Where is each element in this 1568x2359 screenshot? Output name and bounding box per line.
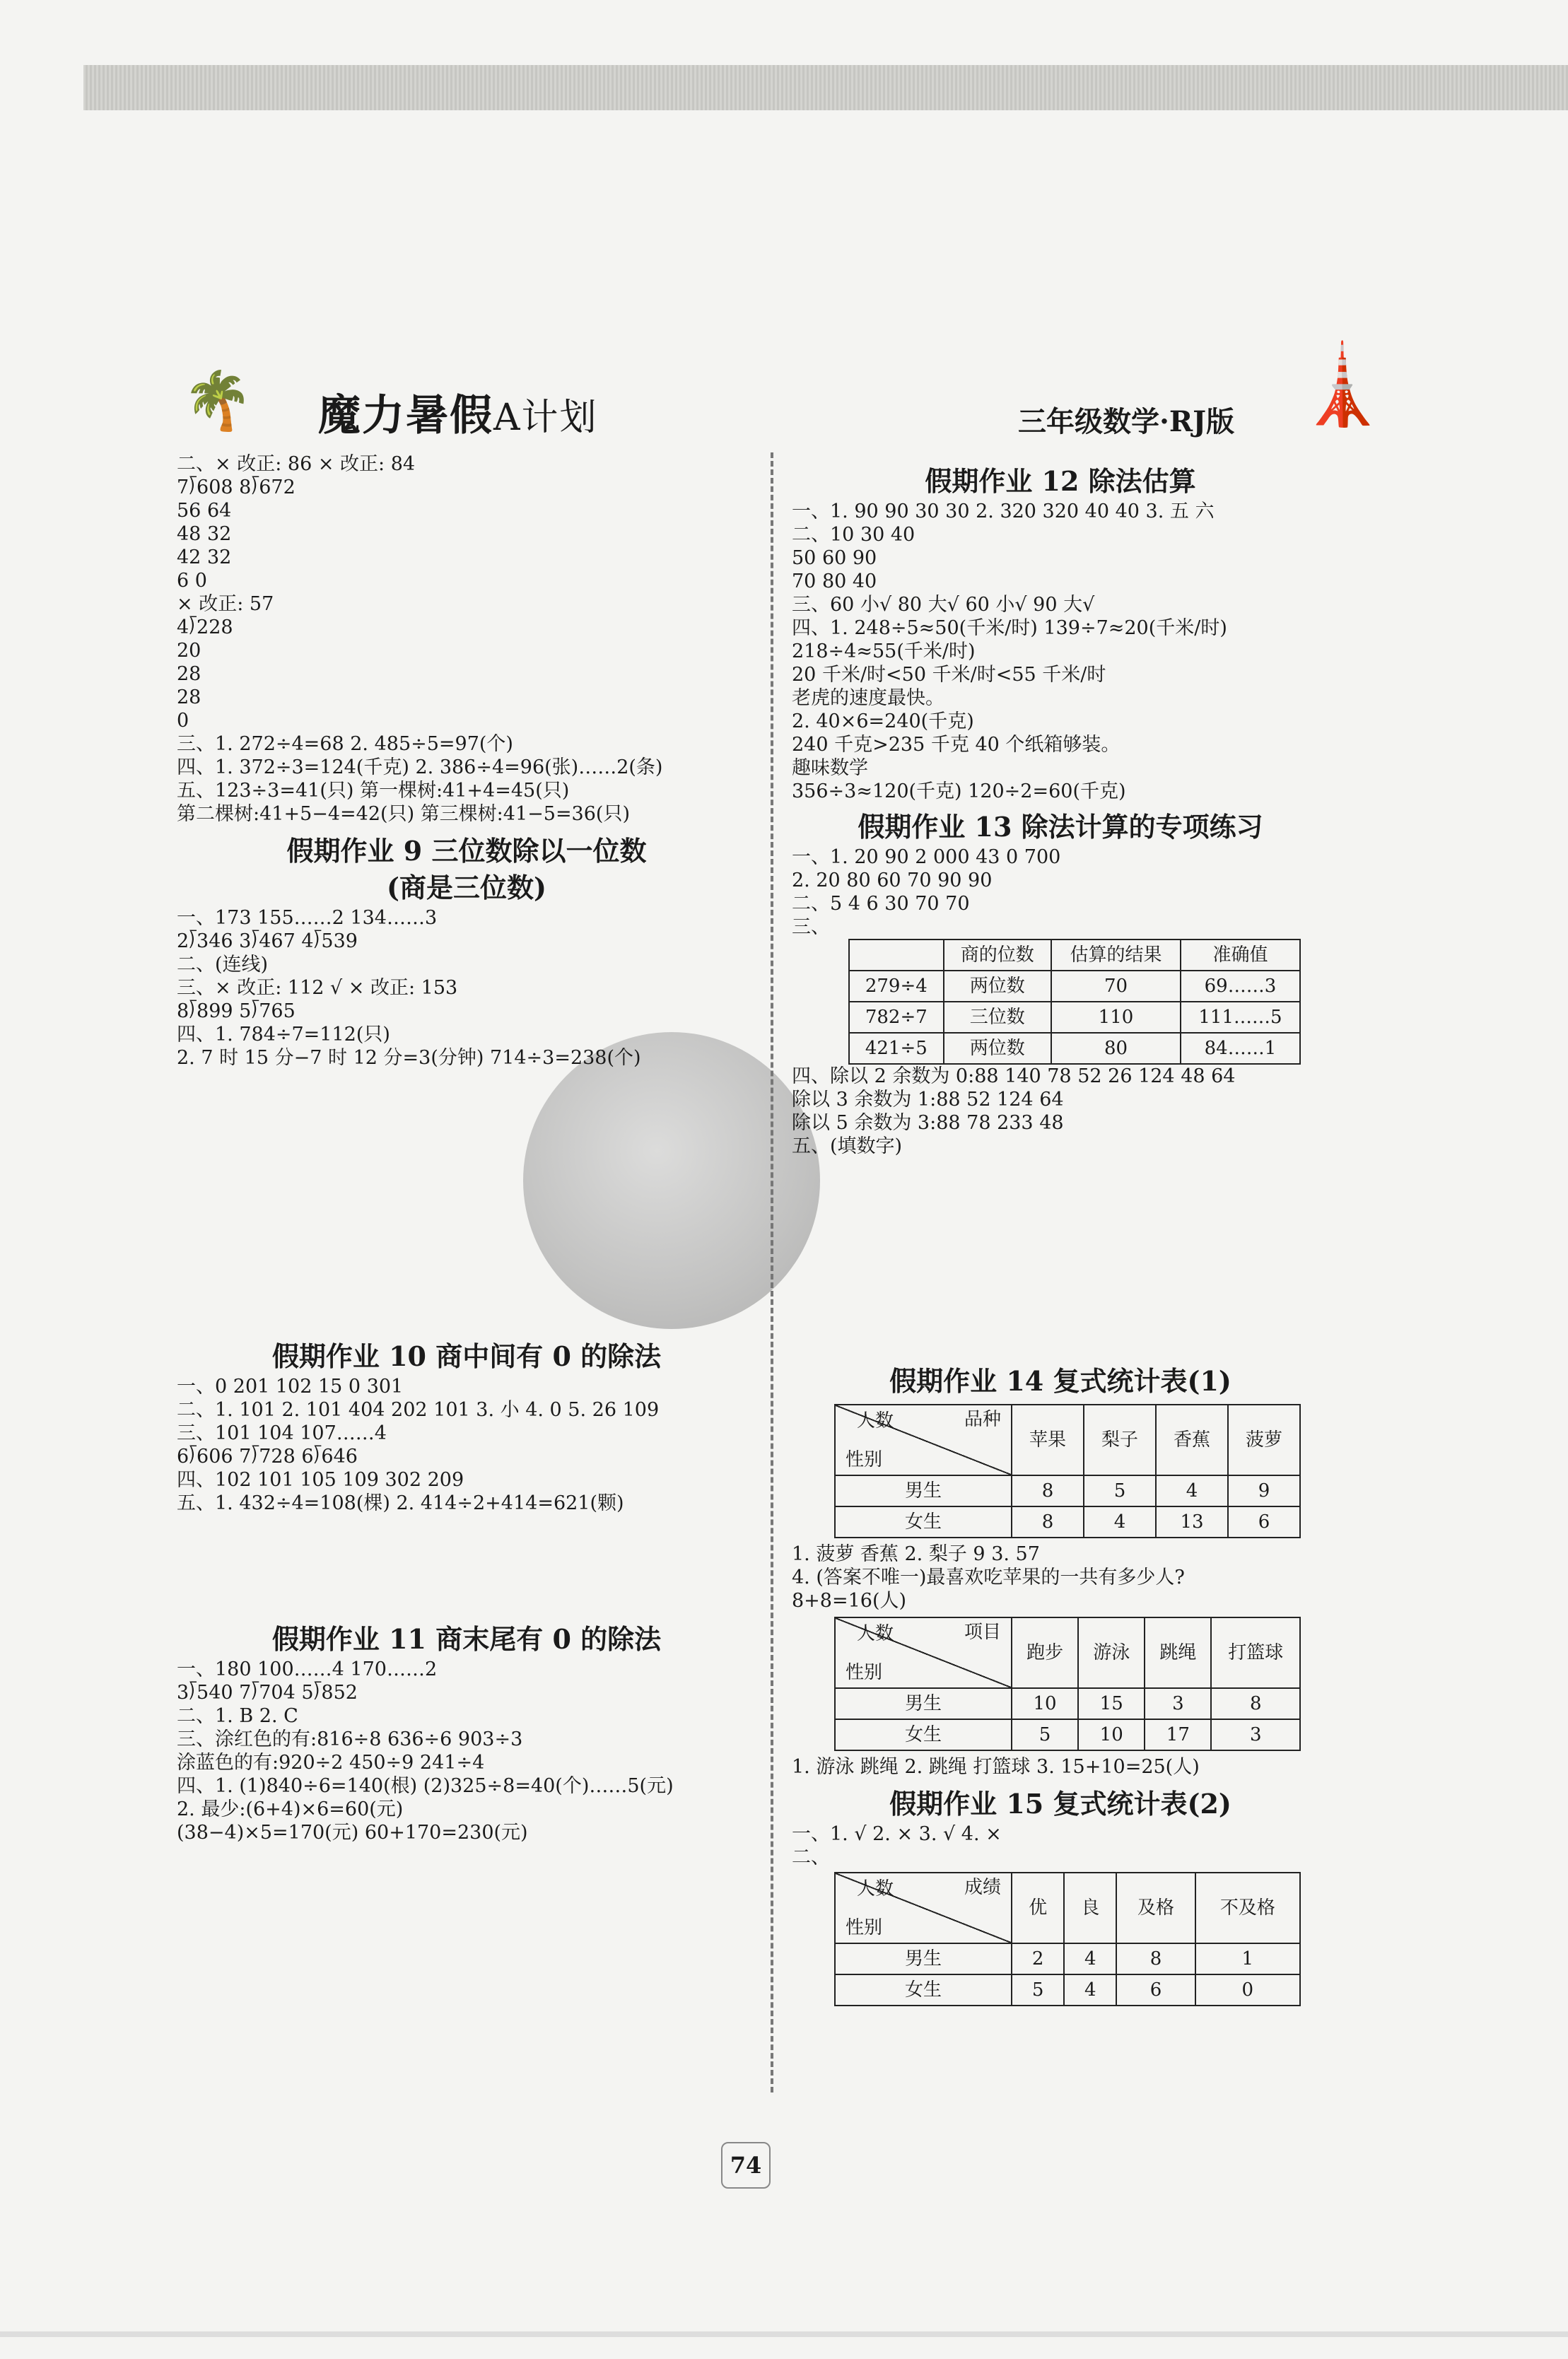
answer-line: 老虎的速度最快。	[792, 687, 944, 709]
table-cell: 商的位数	[944, 939, 1051, 971]
table-row	[835, 1688, 1300, 1719]
answer-line: 2. 7 时 15 分−7 时 12 分=3(分钟) 714÷3=238(个)	[177, 1047, 641, 1069]
table-cell: 80	[1051, 1033, 1181, 1064]
answer-line: 42 32	[177, 546, 232, 568]
answer-line: 二、1. B 2. C	[177, 1705, 298, 1727]
answer-line: 1. 游泳 跳绳 2. 跳绳 打篮球 3. 15+10=25(人)	[792, 1756, 1200, 1778]
table-cell: 估算的结果	[1051, 939, 1181, 971]
table-cell: 良	[1064, 1873, 1116, 1943]
answer-line: (38−4)×5=170(元) 60+170=230(元)	[177, 1822, 528, 1844]
answer-line: 一、1. 90 90 30 30 2. 320 320 40 40 3. 五 六	[792, 501, 1215, 522]
table-cell: 2	[1012, 1943, 1064, 1974]
table-header-row	[835, 1405, 1300, 1475]
table-cell: 游泳	[1078, 1617, 1145, 1688]
answer-line: 四、除以 2 余数为 0:88 140 78 52 26 124 48 64	[792, 1065, 1236, 1087]
table-cell: 110	[1051, 1002, 1181, 1033]
answer-line: 三、101 104 107……4	[177, 1422, 387, 1444]
answer-line: 2⟌346 3⟌467 4⟌539	[177, 930, 358, 952]
answer-line: 240 千克>235 千克 40 个纸箱够装。	[792, 734, 1121, 756]
block14a	[792, 1543, 1329, 1612]
block13a	[792, 845, 1329, 939]
table-cell: 782÷7	[849, 1002, 944, 1033]
answer-line: 4⟌228	[177, 616, 233, 638]
table-cell: 梨子	[1084, 1405, 1156, 1475]
left-column	[177, 452, 756, 1844]
table-14a	[834, 1404, 1301, 1538]
table-14b	[834, 1617, 1301, 1751]
table-header-row	[835, 1617, 1300, 1688]
answer-line: 2. 40×6=240(千克)	[792, 710, 974, 732]
answer-line: 8⟌899 5⟌765	[177, 1000, 296, 1022]
answer-line: 四、1. 372÷3=124(千克) 2. 386÷4=96(张)……2(条)	[177, 756, 663, 778]
table-diag-label: 人数	[857, 1410, 894, 1432]
right-column	[792, 463, 1329, 2006]
table-header-row	[849, 939, 1300, 971]
table-cell: 6	[1228, 1506, 1300, 1538]
answer-line: 20 千米/时<50 千米/时<55 千米/时	[792, 664, 1106, 686]
table-cell: 1	[1195, 1943, 1300, 1974]
answer-line: 二、5 4 6 30 70 70	[792, 893, 970, 915]
answer-line: 三、× 改正: 112 √ × 改正: 153	[177, 977, 458, 999]
answer-line: 三、1. 272÷4=68 2. 485÷5=97(个)	[177, 733, 513, 755]
table-cell: 111……5	[1181, 1002, 1300, 1033]
answer-line: 4. (答案不唯一)最喜欢吃苹果的一共有多少人?	[792, 1567, 1185, 1588]
brand-title	[318, 382, 598, 443]
answer-line: 218÷4≈55(千米/时)	[792, 640, 976, 662]
answer-line: 二、1. 101 2. 101 404 202 101 3. 小 4. 0 5. 26 109	[177, 1399, 660, 1421]
table-cell: 4	[1064, 1943, 1116, 1974]
table-row	[849, 1002, 1300, 1033]
table-header-row	[835, 1873, 1300, 1943]
answer-line: 28	[177, 686, 201, 708]
table-cell: 两位数	[944, 1033, 1051, 1064]
table-cell: 13	[1156, 1506, 1228, 1538]
answer-line: 1. 菠萝 香蕉 2. 梨子 9 3. 57	[792, 1543, 1040, 1565]
table-diag-label: 性别	[846, 1449, 883, 1470]
table-13	[848, 939, 1301, 1065]
column-divider	[771, 452, 773, 2092]
answer-line: 8+8=16(人)	[792, 1590, 907, 1612]
table-cell: 6	[1116, 1974, 1195, 2006]
table-cell: 女生	[835, 1506, 1012, 1538]
answer-line: 除以 5 余数为 3:88 78 233 48	[792, 1112, 1064, 1134]
table-cell: 84……1	[1181, 1033, 1300, 1064]
answer-line: 3⟌540 7⟌704 5⟌852	[177, 1682, 358, 1704]
answer-line: 48 32	[177, 523, 232, 545]
table-cell: 跳绳	[1145, 1617, 1211, 1688]
division-work-10	[177, 1515, 756, 1621]
section-title-13: 假期作业 13 除法计算的专项练习	[858, 811, 1263, 843]
answer-line: 除以 3 余数为 1:88 52 124 64	[792, 1089, 1064, 1111]
table-cell: 279÷4	[849, 971, 944, 1002]
answer-line: 四、1. 784÷7=112(只)	[177, 1024, 390, 1046]
division-work-9	[177, 1070, 756, 1338]
answer-line: 一、1. 20 90 2 000 43 0 700	[792, 846, 1061, 868]
table-cell: 男生	[835, 1688, 1012, 1719]
table-diag-label: 成绩	[964, 1877, 1001, 1898]
table-cell: 5	[1012, 1719, 1078, 1750]
table-cell	[835, 1873, 1012, 1943]
table-cell: 跑步	[1012, 1617, 1078, 1688]
page-number: 74	[721, 2142, 771, 2189]
table-cell: 菠萝	[1228, 1405, 1300, 1475]
table-cell: 男生	[835, 1943, 1012, 1974]
table-cell: 8	[1012, 1506, 1084, 1538]
palm-tree-icon: 🌴	[182, 368, 253, 433]
table-cell: 69……3	[1181, 971, 1300, 1002]
table-cell: 男生	[835, 1475, 1012, 1506]
answer-line: 趣味数学	[792, 757, 868, 779]
table-cell: 15	[1078, 1688, 1145, 1719]
table-row	[835, 1719, 1300, 1750]
answer-line: 涂蓝色的有:920÷2 450÷9 241÷4	[177, 1752, 485, 1774]
answer-line: 二、× 改正: 86 × 改正: 84	[177, 453, 416, 475]
table-diag-label: 人数	[857, 1878, 894, 1900]
table-row	[849, 971, 1300, 1002]
table-cell: 香蕉	[1156, 1405, 1228, 1475]
table-cell: 准确值	[1181, 939, 1300, 971]
block9	[177, 906, 756, 1070]
section-title-14: 假期作业 14 复式统计表(1)	[889, 1365, 1231, 1397]
answer-line: 第二棵树:41+5−4=42(只) 第三棵树:41−5=36(只)	[177, 803, 630, 825]
table-cell: 70	[1051, 971, 1181, 1002]
block15	[792, 1822, 1329, 1869]
table-cell: 3	[1145, 1688, 1211, 1719]
table-cell: 两位数	[944, 971, 1051, 1002]
block1	[177, 452, 756, 826]
table-cell	[835, 1405, 1012, 1475]
table-row	[835, 1943, 1300, 1974]
answer-line: × 改正: 57	[177, 593, 274, 615]
answer-line: 56 64	[177, 500, 232, 522]
table-cell: 不及格	[1195, 1873, 1300, 1943]
table-cell: 421÷5	[849, 1033, 944, 1064]
answer-line: 三、涂红色的有:816÷8 636÷6 903÷3	[177, 1728, 523, 1750]
table-row	[849, 1033, 1300, 1064]
table-cell: 4	[1064, 1974, 1116, 2006]
section-title-12: 假期作业 12 除法估算	[925, 465, 1196, 497]
bottom-scan-band	[0, 2331, 1568, 2337]
block10	[177, 1375, 756, 1515]
answer-line: 三、60 小√ 80 大√ 60 小√ 90 大√	[792, 594, 1095, 616]
answer-line: 五、(填数字)	[792, 1135, 903, 1157]
answer-line: 四、1. 248÷5≈50(千米/时) 139÷7≈20(千米/时)	[792, 617, 1227, 639]
answer-line: 6⟌606 7⟌728 6⟌646	[177, 1446, 358, 1468]
table-cell: 优	[1012, 1873, 1064, 1943]
table-15	[834, 1872, 1301, 2006]
table-cell: 8	[1116, 1943, 1195, 1974]
table-cell: 4	[1084, 1506, 1156, 1538]
table-cell: 9	[1228, 1475, 1300, 1506]
answer-line: 70 80 40	[792, 570, 877, 592]
table-cell	[835, 1617, 1012, 1688]
answer-line: 一、173 155……2 134……3	[177, 907, 438, 929]
lighthouse-icon: 🗼	[1294, 339, 1391, 430]
table-cell: 5	[1084, 1475, 1156, 1506]
table-cell: 17	[1145, 1719, 1211, 1750]
table-cell: 10	[1078, 1719, 1145, 1750]
table-cell: 女生	[835, 1719, 1012, 1750]
brand-name: 魔力暑假	[318, 391, 493, 440]
division-work-13	[792, 1158, 1329, 1363]
table-diag-label: 品种	[964, 1409, 1001, 1430]
table-cell: 打篮球	[1211, 1617, 1300, 1688]
answer-line: 二、10 30 40	[792, 524, 915, 546]
table-diag-label: 人数	[857, 1623, 894, 1644]
top-scan-band	[83, 65, 1568, 110]
answer-line: 7⟌608 8⟌672	[177, 476, 296, 498]
table-cell: 10	[1012, 1688, 1078, 1719]
table-cell: 苹果	[1012, 1405, 1084, 1475]
answer-line: 四、1. (1)840÷6=140(根) (2)325÷8=40(个)……5(元)	[177, 1775, 674, 1797]
table-cell: 4	[1156, 1475, 1228, 1506]
section-title-10: 假期作业 10 商中间有 0 的除法	[271, 1340, 662, 1372]
table-cell: 女生	[835, 1974, 1012, 2006]
block13b	[792, 1065, 1329, 1158]
answer-line: 五、1. 432÷4=108(棵) 2. 414÷2+414=621(颗)	[177, 1492, 624, 1514]
table-cell: 及格	[1116, 1873, 1195, 1943]
answer-line: 三、	[792, 916, 830, 938]
answer-line: 2. 20 80 60 70 90 90	[792, 870, 993, 891]
grade-label: 三年级数学·RJ版	[1018, 405, 1235, 438]
answer-line: 356÷3≈120(千克) 120÷2=60(千克)	[792, 780, 1126, 802]
answer-line: 五、123÷3=41(只) 第一棵树:41+4=45(只)	[177, 780, 570, 802]
table-cell: 8	[1211, 1688, 1300, 1719]
table-diag-label: 性别	[846, 1662, 883, 1683]
block11	[177, 1658, 756, 1844]
table-row	[835, 1475, 1300, 1506]
table-cell: 0	[1195, 1974, 1300, 2006]
answer-line: 一、180 100……4 170……2	[177, 1658, 438, 1680]
table-cell: 8	[1012, 1475, 1084, 1506]
table-row	[835, 1506, 1300, 1538]
section-title-11: 假期作业 11 商末尾有 0 的除法	[271, 1623, 662, 1655]
section-subtitle-9: (商是三位数)	[387, 872, 546, 903]
brand-plan: A计划	[493, 397, 598, 439]
answer-line: 0	[177, 710, 189, 732]
table-cell: 三位数	[944, 1002, 1051, 1033]
table-row	[835, 1974, 1300, 2006]
answer-line: 二、	[792, 1846, 830, 1868]
section-title-15: 假期作业 15 复式统计表(2)	[889, 1788, 1231, 1820]
block12	[792, 500, 1329, 803]
table-diag-label: 性别	[846, 1917, 883, 1938]
table-cell	[849, 939, 944, 971]
table-cell: 3	[1211, 1719, 1300, 1750]
answer-line: 2. 最少:(6+4)×6=60(元)	[177, 1798, 404, 1820]
answer-line: 二、(连线)	[177, 954, 269, 976]
answer-line: 6 0	[177, 570, 207, 592]
answer-line: 20	[177, 640, 201, 662]
answer-line: 四、102 101 105 109 302 209	[177, 1469, 464, 1491]
answer-line: 一、1. √ 2. × 3. √ 4. ×	[792, 1823, 1002, 1845]
answer-line: 一、0 201 102 15 0 301	[177, 1376, 404, 1398]
block14b	[792, 1755, 1329, 1779]
table-diag-label: 项目	[964, 1622, 1001, 1643]
table-cell: 5	[1012, 1974, 1064, 2006]
section-title-9: 假期作业 9 三位数除以一位数	[286, 835, 647, 867]
answer-line: 50 60 90	[792, 547, 877, 569]
answer-line: 28	[177, 663, 201, 685]
